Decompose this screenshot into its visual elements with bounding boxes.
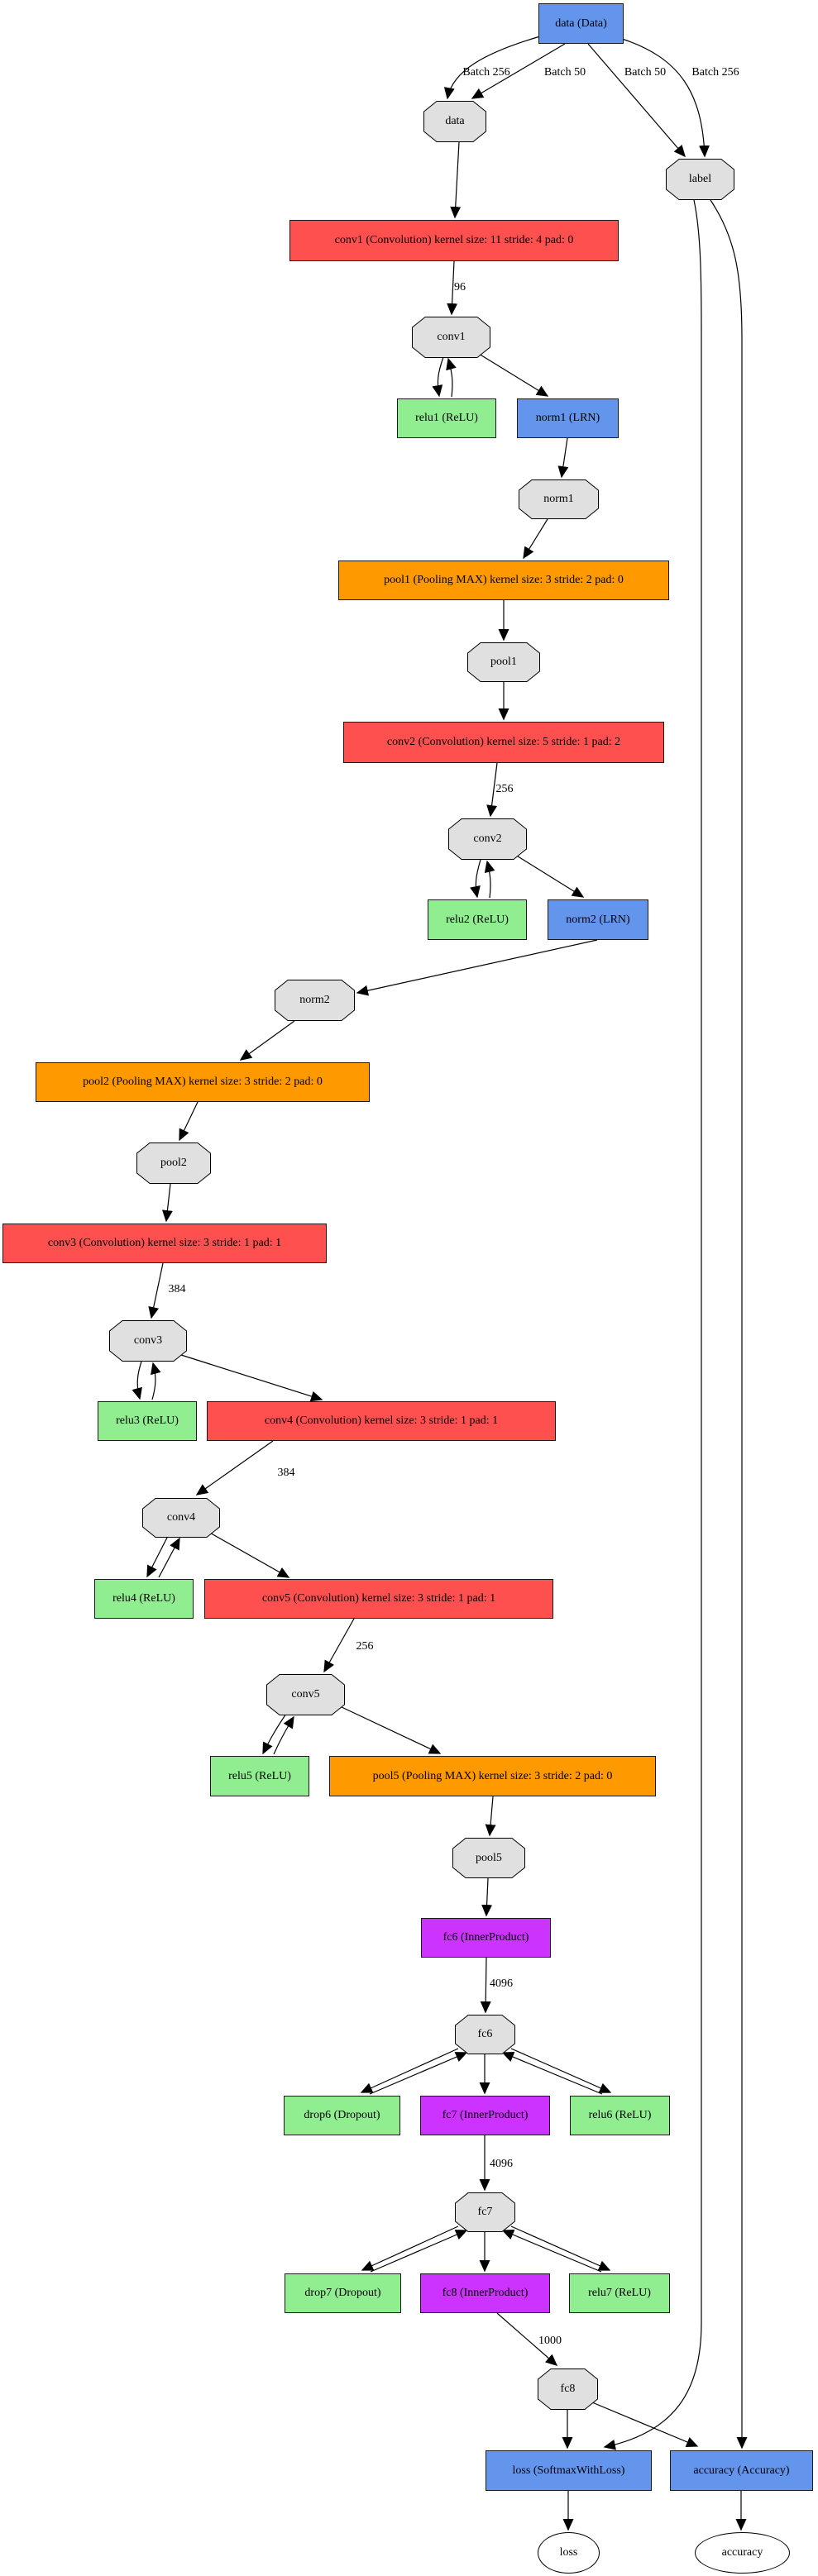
edge-pool2-to-pool2blob bbox=[179, 1102, 198, 1140]
node-label-blob-conv3: conv3 bbox=[133, 1334, 163, 1347]
node-pool1-layer bbox=[338, 561, 669, 600]
edge-conv5blob-to-relu5 bbox=[263, 1714, 286, 1753]
edge-conv5blob-to-pool5 bbox=[340, 1706, 440, 1753]
edge-label-conv3-to-conv3blob: 384 bbox=[168, 1283, 186, 1295]
edge-norm1blob-to-pool1 bbox=[524, 519, 548, 558]
node-label-fc6-layer: fc6 (InnerProduct) bbox=[442, 1931, 529, 1944]
edge-relu7-to-fc7blob bbox=[503, 2230, 601, 2272]
node-pool2-layer bbox=[36, 1062, 370, 1102]
edge-label-conv4-to-conv4blob: 384 bbox=[277, 1467, 295, 1479]
node-label-relu7-layer: relu7 (ReLU) bbox=[588, 2287, 651, 2299]
node-relu7-layer bbox=[569, 2273, 670, 2313]
node-label-relu3-layer: relu3 (ReLU) bbox=[116, 1414, 179, 1427]
edge-label-fc8-to-fc8blob: 1000 bbox=[538, 2335, 562, 2347]
node-conv2-layer bbox=[343, 722, 664, 763]
edge-label-data-to-labelblob-train: Batch 256 bbox=[691, 66, 739, 79]
node-relu1-layer bbox=[397, 398, 496, 438]
node-label-conv5-layer: conv5 (Convolution) kernel size: 3 stride: 1 pad: 1 bbox=[261, 1592, 496, 1605]
node-label-blob-conv5: conv5 bbox=[291, 1688, 320, 1701]
node-blob-label bbox=[666, 159, 734, 200]
node-label-conv4-layer: conv4 (Convolution) kernel size: 3 stride: 1 pad: 1 bbox=[264, 1414, 499, 1427]
node-label-blob-fc8: fc8 bbox=[560, 2383, 576, 2395]
edge-fc7blob-to-relu7 bbox=[511, 2226, 610, 2270]
edge-relu6-to-fc6blob bbox=[503, 2053, 602, 2094]
node-relu4-layer bbox=[94, 1579, 194, 1619]
node-label-pool5-layer: pool5 (Pooling MAX) kernel size: 3 stride: 2 pad: 0 bbox=[372, 1769, 613, 1782]
node-label-data-layer: data (Data) bbox=[555, 17, 607, 30]
node-label-out-loss: loss bbox=[559, 2546, 578, 2559]
node-label-pool1-layer: pool1 (Pooling MAX) kernel size: 3 stride: 2 pad: 0 bbox=[384, 574, 624, 586]
node-label-drop7-layer: drop7 (Dropout) bbox=[304, 2287, 381, 2299]
node-blob-conv2 bbox=[448, 818, 527, 860]
node-blob-fc6 bbox=[455, 2015, 515, 2054]
edge-pool5-to-pool5blob bbox=[490, 1796, 493, 1835]
node-blob-conv4 bbox=[142, 1498, 220, 1538]
node-blob-pool5 bbox=[452, 1838, 525, 1878]
edge-relu2-to-conv2blob bbox=[487, 861, 490, 898]
edge-conv5-to-conv5blob bbox=[324, 1619, 354, 1672]
node-label-relu5-layer: relu5 (ReLU) bbox=[228, 1769, 291, 1782]
node-out-loss bbox=[538, 2532, 600, 2574]
edge-relu4-to-conv4blob bbox=[159, 1538, 179, 1577]
edge-label-conv1-to-conv1blob: 96 bbox=[454, 281, 466, 293]
node-conv5-layer bbox=[204, 1579, 553, 1619]
node-label-blob-fc6: fc6 bbox=[477, 2028, 493, 2040]
edge-conv1blob-to-relu1 bbox=[438, 357, 443, 396]
node-label-norm2-layer: norm2 (LRN) bbox=[566, 913, 630, 926]
edge-conv3blob-to-conv4 bbox=[181, 1355, 322, 1400]
node-relu3-layer bbox=[98, 1401, 197, 1441]
node-label-blob-pool2: pool2 bbox=[160, 1157, 187, 1169]
node-label-blob-conv1: conv1 bbox=[437, 331, 466, 343]
node-blob-pool2 bbox=[136, 1143, 211, 1184]
node-label-norm1-layer: norm1 (LRN) bbox=[535, 412, 600, 424]
node-relu5-layer bbox=[210, 1756, 309, 1796]
node-label-loss-layer: loss (SoftmaxWithLoss) bbox=[512, 2464, 625, 2477]
edge-label-conv5-to-conv5blob: 256 bbox=[356, 1640, 374, 1653]
node-fc6-layer bbox=[421, 1918, 551, 1958]
node-label-pool2-layer: pool2 (Pooling MAX) kernel size: 3 stride: 2 pad: 0 bbox=[83, 1076, 323, 1088]
node-label-conv2-layer: conv2 (Convolution) kernel size: 5 stride: 1 pad: 2 bbox=[386, 736, 621, 748]
node-label-blob-norm2: norm2 bbox=[299, 994, 330, 1006]
node-label-blob-fc7: fc7 bbox=[477, 2206, 493, 2218]
edge-label-data-to-datablob-test: Batch 50 bbox=[543, 66, 586, 79]
node-blob-norm1 bbox=[519, 479, 599, 519]
edge-labelblob-to-accuracy bbox=[710, 200, 742, 2448]
node-pool5-layer bbox=[329, 1756, 656, 1796]
edge-fc8blob-to-accuracy bbox=[592, 2402, 697, 2446]
node-relu2-layer bbox=[428, 899, 527, 940]
node-blob-fc8 bbox=[538, 2368, 598, 2410]
node-out-accuracy bbox=[695, 2532, 790, 2574]
node-drop7-layer bbox=[285, 2273, 401, 2313]
node-label-relu6-layer: relu6 (ReLU) bbox=[588, 2109, 652, 2121]
node-blob-conv1 bbox=[412, 317, 490, 358]
edge-drop7-to-fc7blob bbox=[371, 2230, 466, 2272]
node-label-blob-pool1: pool1 bbox=[490, 656, 517, 668]
node-data-layer bbox=[538, 3, 624, 44]
edge-label-data-to-datablob-train: Batch 256 bbox=[462, 66, 510, 79]
node-conv3-layer bbox=[2, 1224, 327, 1263]
node-conv4-layer bbox=[207, 1401, 556, 1441]
node-label-blob-norm1: norm1 bbox=[543, 493, 574, 505]
node-label-blob-conv2: conv2 bbox=[473, 832, 502, 845]
node-blob-norm2 bbox=[275, 980, 355, 1021]
node-loss-layer bbox=[486, 2450, 652, 2491]
node-label-accuracy-layer: accuracy (Accuracy) bbox=[693, 2464, 790, 2477]
node-accuracy-layer bbox=[670, 2450, 813, 2491]
edge-fc6blob-to-relu6 bbox=[511, 2049, 610, 2092]
edge-conv4blob-to-conv5 bbox=[208, 1532, 289, 1577]
edge-datablob-to-conv1 bbox=[455, 142, 459, 217]
edge-relu1-to-conv1blob bbox=[448, 359, 452, 397]
node-fc8-layer bbox=[420, 2273, 550, 2313]
edge-pool5blob-to-fc6 bbox=[486, 1878, 488, 1915]
node-label-relu4-layer: relu4 (ReLU) bbox=[112, 1592, 175, 1605]
node-norm2-layer bbox=[548, 899, 648, 940]
node-blob-conv3 bbox=[109, 1320, 187, 1362]
node-label-blob-conv4: conv4 bbox=[166, 1511, 196, 1524]
edge-pool2blob-to-conv3 bbox=[166, 1184, 170, 1221]
node-drop6-layer bbox=[284, 2096, 400, 2135]
edge-norm1-to-norm1blob bbox=[562, 438, 567, 477]
edge-conv2blob-to-relu2 bbox=[476, 860, 481, 897]
node-relu6-layer bbox=[570, 2096, 670, 2135]
edge-label-data-to-labelblob-test: Batch 50 bbox=[624, 66, 667, 79]
node-label-blob-label: label bbox=[688, 173, 712, 185]
edge-conv4-to-conv4blob bbox=[197, 1441, 273, 1495]
edge-norm2-to-norm2blob bbox=[357, 940, 597, 993]
node-norm1-layer bbox=[517, 398, 619, 438]
node-label-out-accuracy: accuracy bbox=[721, 2546, 763, 2559]
node-label-blob-data: data bbox=[445, 115, 465, 127]
node-label-blob-pool5: pool5 bbox=[476, 1851, 502, 1864]
edge-conv3blob-to-relu3 bbox=[137, 1362, 141, 1399]
node-label-relu2-layer: relu2 (ReLU) bbox=[446, 913, 509, 926]
node-blob-conv5 bbox=[266, 1674, 345, 1715]
edge-conv3-to-conv3blob bbox=[151, 1263, 163, 1318]
edge-fc6blob-to-drop6 bbox=[361, 2049, 458, 2092]
edge-label-conv2-to-conv2blob: 256 bbox=[495, 783, 514, 795]
node-label-conv1-layer: conv1 (Convolution) kernel size: 11 stride: 4 pad: 0 bbox=[334, 234, 574, 246]
node-blob-pool1 bbox=[467, 642, 540, 682]
node-label-drop6-layer: drop6 (Dropout) bbox=[304, 2109, 380, 2121]
edge-label-fc6-to-fc6blob: 4096 bbox=[490, 1977, 513, 1990]
edge-conv4blob-to-relu4 bbox=[147, 1536, 168, 1577]
node-label-relu1-layer: relu1 (ReLU) bbox=[415, 412, 478, 424]
edge-relu3-to-conv3blob bbox=[152, 1363, 155, 1400]
edge-relu5-to-conv5blob bbox=[274, 1717, 294, 1754]
node-label-conv3-layer: conv3 (Convolution) kernel size: 3 stride: 1 pad: 1 bbox=[47, 1237, 282, 1249]
node-conv1-layer bbox=[289, 220, 619, 261]
node-blob-fc7 bbox=[455, 2192, 515, 2232]
edge-conv1blob-to-norm1 bbox=[479, 354, 548, 396]
edge-norm2blob-to-pool2 bbox=[241, 1021, 294, 1060]
node-label-fc7-layer: fc7 (InnerProduct) bbox=[442, 2109, 529, 2121]
edge-fc7blob-to-drop7 bbox=[362, 2226, 458, 2270]
edge-label-fc7-to-fc7blob: 4096 bbox=[490, 2158, 513, 2170]
edge-data-to-labelblob-test bbox=[588, 44, 685, 156]
edge-conv2blob-to-norm2 bbox=[515, 855, 583, 897]
edge-drop6-to-fc6blob bbox=[370, 2053, 466, 2094]
node-label-fc8-layer: fc8 (InnerProduct) bbox=[442, 2287, 529, 2299]
node-blob-data bbox=[423, 101, 486, 142]
node-fc7-layer bbox=[420, 2096, 550, 2135]
